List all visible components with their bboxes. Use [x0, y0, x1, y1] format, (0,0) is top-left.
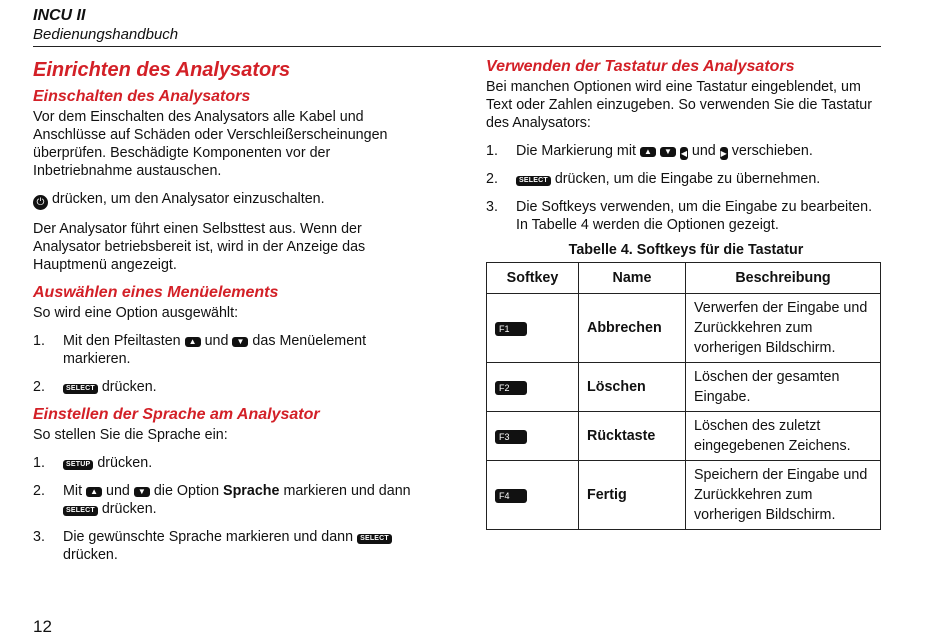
- select-key-icon: SELECT: [357, 534, 392, 544]
- paragraph-inspection: Vor dem Einschalten des Analysators alle Kabel und Anschlüsse auf Schäden oder Verschleißerscheinungen überprüfen. Beschädigte Komponenten vor der Inbetriebnahme austauschen.: [33, 109, 388, 179]
- up-arrow-key-icon: ▲: [640, 147, 656, 157]
- select-key-icon: SELECT: [63, 384, 98, 394]
- section-heading-power-on: Einschalten des Analysators: [33, 88, 251, 105]
- f1-key-icon: F1: [495, 322, 527, 336]
- down-arrow-key-icon: ▼: [232, 337, 248, 347]
- table-caption: Tabelle 4. Softkeys für die Tastatur: [568, 242, 804, 258]
- setup-key-icon: SETUP: [63, 460, 93, 470]
- name-cell: Abbrechen: [579, 294, 686, 363]
- softkey-table: [486, 262, 881, 530]
- language-intro: So stellen Sie die Sprache ein:: [33, 427, 228, 443]
- keyboard-step-1: 1. Die Markierung mit ▲ ▼ ◀ und ▶ verschieben.: [486, 143, 813, 159]
- table-row: [487, 294, 881, 363]
- power-on-text: drücken, um den Analysator einzuschalten.: [51, 191, 325, 207]
- chapter-heading: Einrichten des Analysators: [33, 59, 291, 81]
- column-header-name: Name: [579, 263, 686, 294]
- header-divider: [33, 46, 881, 47]
- language-step-3: 3. Die gewünschte Sprache markieren und dann SELECT drücken.: [33, 528, 428, 564]
- column-header-description: Beschreibung: [686, 263, 881, 294]
- name-cell: Rücktaste: [579, 412, 686, 461]
- language-step-1: 1. SETUP drücken.: [33, 455, 153, 471]
- right-column: [486, 56, 886, 530]
- menu-intro: So wird eine Option ausgewählt:: [33, 305, 239, 321]
- f3-key-icon: F3: [495, 430, 527, 444]
- paragraph-selftest: Der Analysator führt einen Selbsttest aus. Wenn der Analysator betriebsbereit ist, wird in der Anzeige das Hauptmenü angezeigt.: [33, 221, 366, 273]
- section-heading-keyboard: Verwenden der Tastatur des Analysators: [486, 58, 795, 75]
- softkey-cell: [487, 363, 579, 412]
- table-header-row: [487, 263, 881, 294]
- description-cell: Verwerfen der Eingabe und Zurückkehren zum vorherigen Bildschirm.: [686, 294, 881, 363]
- table-row: [487, 363, 881, 412]
- manual-title: INCU II: [33, 7, 86, 24]
- down-arrow-key-icon: ▼: [660, 147, 676, 157]
- paragraph-power-on: [33, 190, 428, 210]
- keyboard-step-3: 3. Die Softkeys verwenden, um die Eingabe zu bearbeiten. In Tabelle 4 werden die Optionen gezeigt.: [486, 199, 873, 233]
- f4-key-icon: F4: [495, 489, 527, 503]
- menu-step-1: 1. Mit den Pfeiltasten ▲ und ▼ das Menüelement markieren.: [33, 333, 367, 367]
- section-heading-menu: Auswählen eines Menüelements: [33, 284, 279, 301]
- section-heading-language: Einstellen der Sprache am Analysator: [33, 406, 320, 423]
- option-name-sprache: Sprache: [223, 483, 280, 499]
- softkey-cell: [487, 294, 579, 363]
- up-arrow-key-icon: ▲: [86, 487, 102, 497]
- description-cell: Löschen des zuletzt eingegebenen Zeichens.: [686, 412, 881, 461]
- right-arrow-key-icon: ▶: [720, 149, 727, 158]
- select-key-icon: SELECT: [516, 176, 551, 186]
- left-arrow-key-icon: ◀: [680, 149, 687, 158]
- language-step-2: 2. Mit ▲ und ▼ die Option Sprache markieren und dann SELECT drücken.: [33, 483, 411, 517]
- select-key-icon: SELECT: [63, 506, 98, 516]
- left-column: [33, 56, 428, 564]
- softkey-cell: [487, 461, 579, 530]
- power-key-icon: ⏻: [33, 195, 48, 210]
- keyboard-step-2: 2. SELECT drücken, um die Eingabe zu übernehmen.: [486, 171, 821, 187]
- table-row: [487, 461, 881, 530]
- name-cell: Löschen: [579, 363, 686, 412]
- table-row: [487, 412, 881, 461]
- description-cell: Löschen der gesamten Eingabe.: [686, 363, 881, 412]
- menu-step-2: 2. SELECT drücken.: [33, 379, 157, 395]
- name-cell: Fertig: [579, 461, 686, 530]
- column-header-softkey: Softkey: [487, 263, 579, 294]
- page-number: 12: [33, 617, 52, 636]
- f2-key-icon: F2: [495, 381, 527, 395]
- description-cell: Speichern der Eingabe und Zurückkehren zum vorherigen Bildschirm.: [686, 461, 881, 530]
- keyboard-intro: Bei manchen Optionen wird eine Tastatur eingeblendet, um Text oder Zahlen einzugeben. So verwenden Sie die Tastatur des Analysators:: [486, 79, 873, 131]
- up-arrow-key-icon: ▲: [185, 337, 201, 347]
- manual-subtitle: Bedienungshandbuch: [33, 26, 179, 43]
- down-arrow-key-icon: ▼: [134, 487, 150, 497]
- softkey-cell: [487, 412, 579, 461]
